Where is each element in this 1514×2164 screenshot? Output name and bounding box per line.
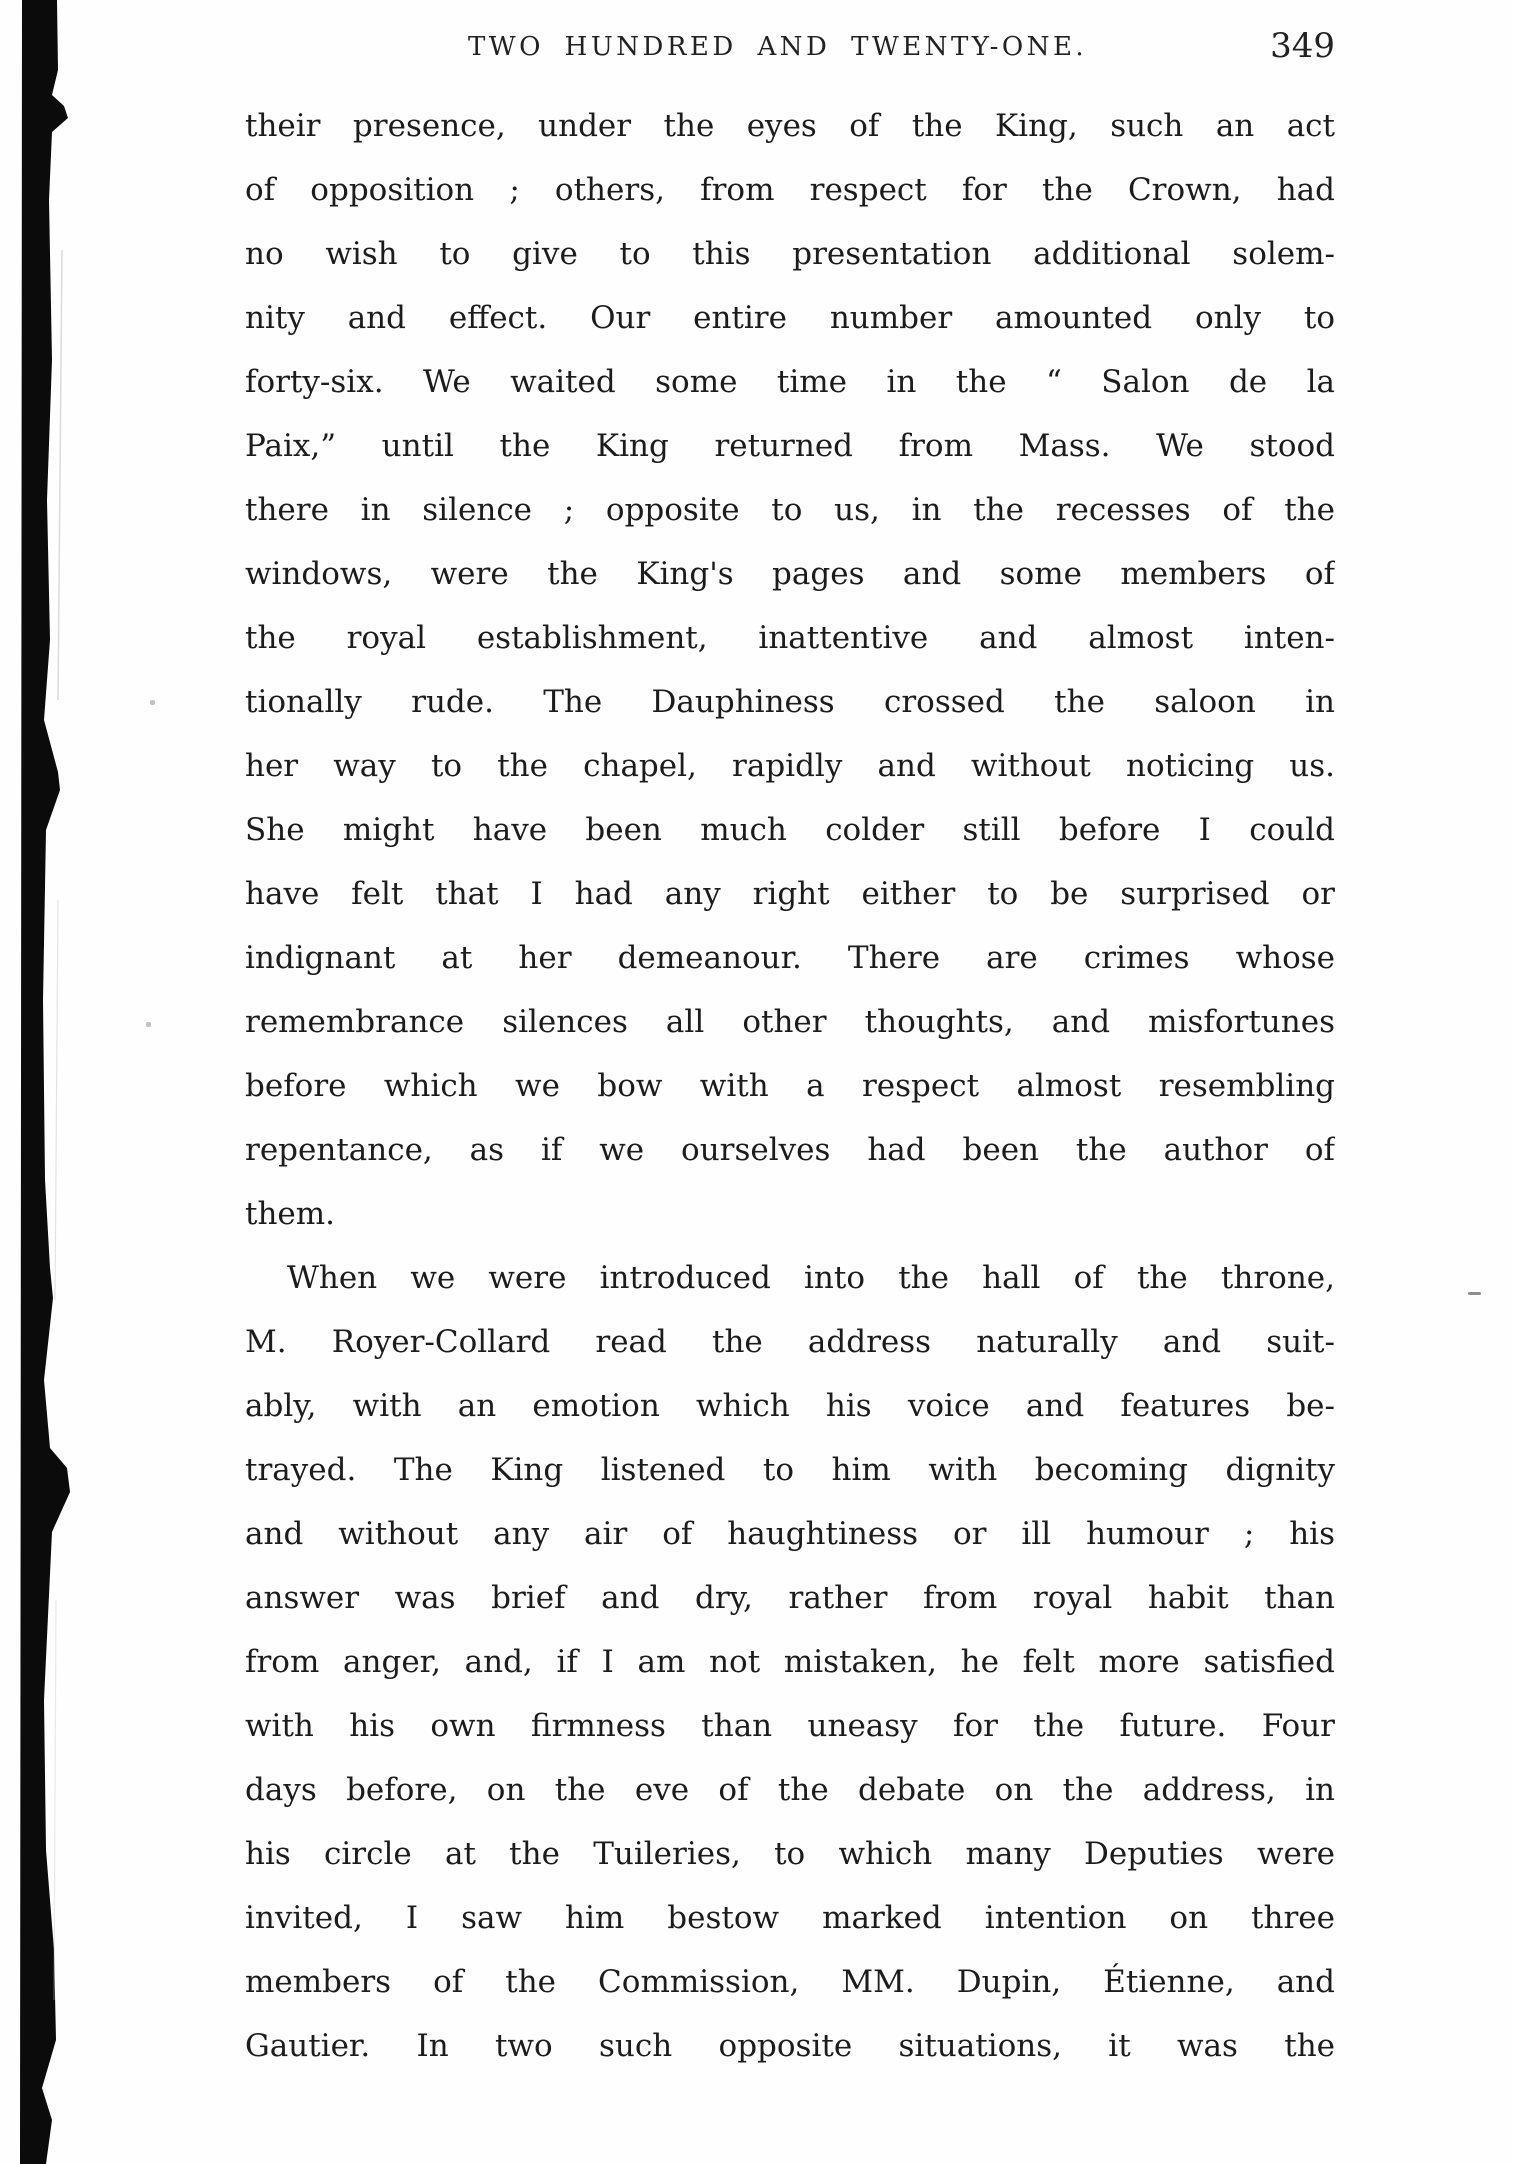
text-line: Paix,” until the King returned from Mass. We stood: [245, 428, 1335, 464]
text-line: When we were introduced into the hall of the throne,: [287, 1260, 1335, 1296]
page-number: 349: [1270, 26, 1335, 66]
text-line: trayed. The King listened to him with becoming dignity: [245, 1452, 1335, 1488]
text-line: have felt that I had any right either to be surprised or: [245, 876, 1335, 912]
text-line: windows, were the King's pages and some members of: [245, 556, 1335, 592]
text-line: repentance, as if we ourselves had been the author of: [245, 1132, 1335, 1168]
text-line: She might have been much colder still before I could: [245, 812, 1335, 848]
text-block: [245, 94, 1335, 2078]
text-line: invited, I saw him bestow marked intention on three: [245, 1900, 1335, 1936]
text-line: forty-six. We waited some time in the “ Salon de la: [245, 364, 1335, 400]
text-line: from anger, and, if I am not mistaken, he felt more satisfied: [245, 1644, 1335, 1680]
text-line: his circle at the Tuileries, to which many Deputies were: [245, 1836, 1335, 1872]
text-line: ably, with an emotion which his voice and features be-: [245, 1388, 1335, 1424]
page-content: [245, 0, 1335, 2078]
text-line: their presence, under the eyes of the King, such an act: [245, 108, 1335, 144]
text-line: days before, on the eve of the debate on the address, in: [245, 1772, 1335, 1808]
text-line: there in silence ; opposite to us, in the recesses of the: [245, 492, 1335, 528]
text-line: tionally rude. The Dauphiness crossed the saloon in: [245, 684, 1335, 720]
page-header: [245, 26, 1335, 84]
text-line: Gautier. In two such opposite situations, it was the: [245, 2028, 1335, 2064]
text-line: the royal establishment, inattentive and almost inten-: [245, 620, 1335, 656]
text-line: and without any air of haughtiness or ill humour ; his: [245, 1516, 1335, 1552]
text-line: them.: [245, 1196, 336, 1232]
book-binding-edge: [0, 0, 90, 2164]
text-line: before which we bow with a respect almost resembling: [245, 1068, 1335, 1104]
text-line: M. Royer-Collard read the address naturally and suit-: [245, 1324, 1335, 1360]
scan-speck: [1468, 1292, 1481, 1295]
text-line: remembrance silences all other thoughts, and misfortunes: [245, 1004, 1335, 1040]
text-line: of opposition ; others, from respect for the Crown, had: [245, 172, 1335, 208]
text-line: nity and effect. Our entire number amounted only to: [245, 300, 1335, 336]
text-line: indignant at her demeanour. There are crimes whose: [245, 940, 1335, 976]
running-title: TWO HUNDRED AND TWENTY-ONE.: [468, 32, 1088, 62]
scan-speck: [146, 1022, 151, 1027]
text-line: answer was brief and dry, rather from royal habit than: [245, 1580, 1335, 1616]
text-line: members of the Commission, MM. Dupin, Étienne, and: [245, 1964, 1335, 2000]
text-line: no wish to give to this presentation additional solem-: [245, 236, 1335, 272]
scan-speck: [150, 700, 155, 705]
text-line: her way to the chapel, rapidly and without noticing us.: [245, 748, 1335, 784]
text-line: with his own firmness than uneasy for the future. Four: [245, 1708, 1335, 1744]
